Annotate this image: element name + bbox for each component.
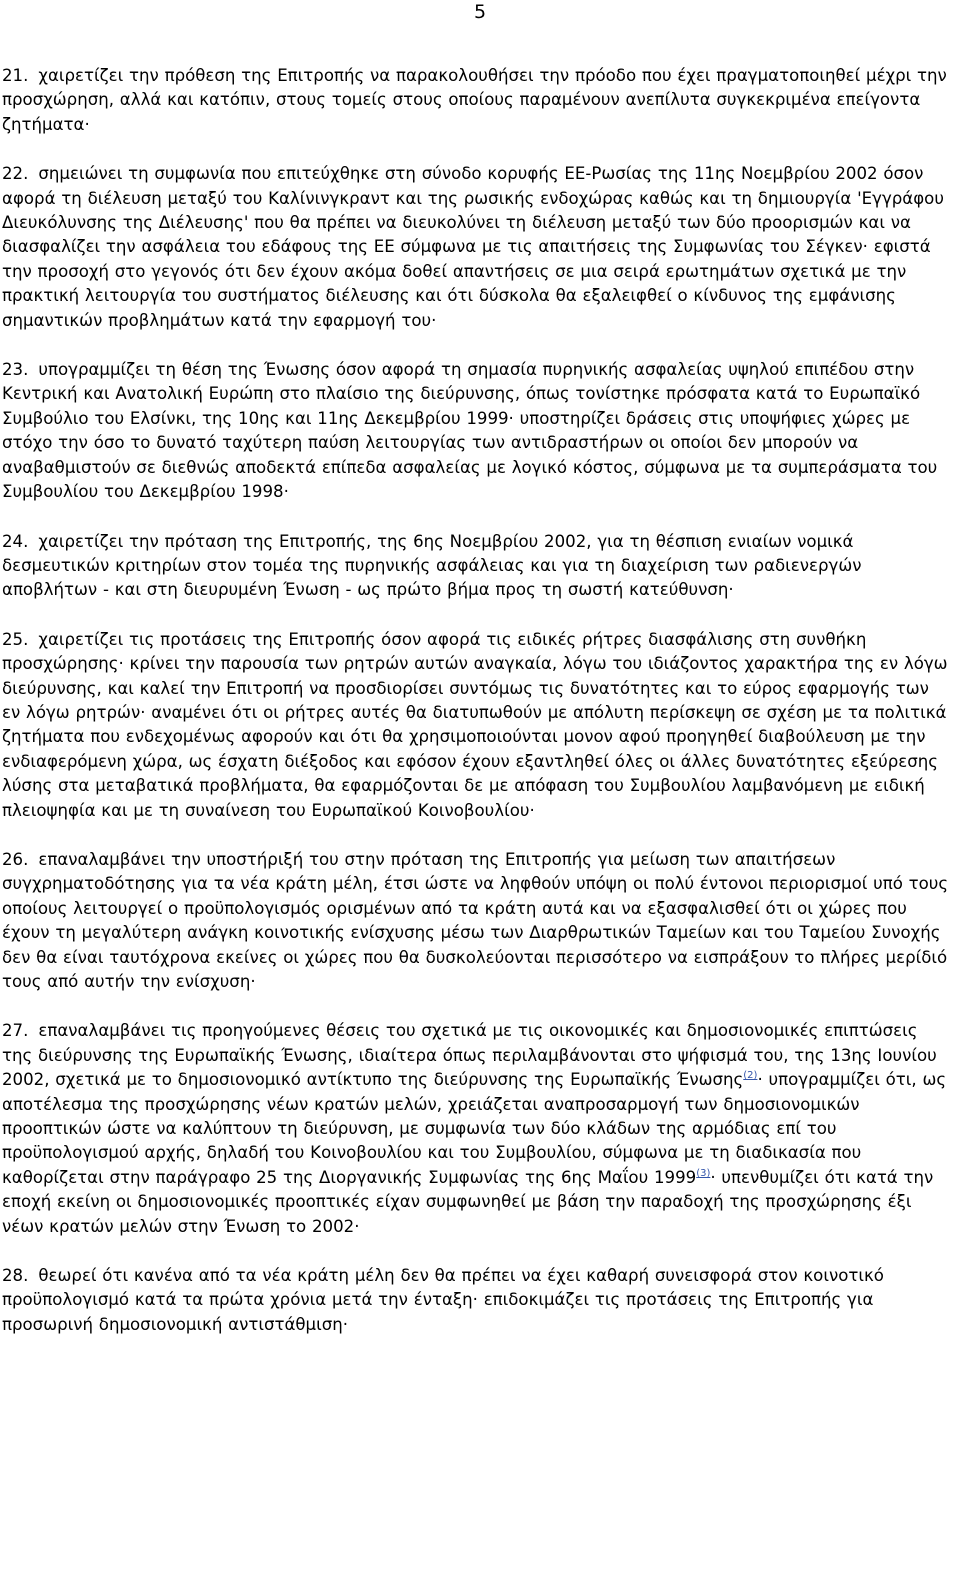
paragraph-28 [2,1264,950,1337]
paragraph-number: 22. [2,164,29,184]
paragraph-text-part-3: · υπενθυμίζει ότι κατά την εποχή εκείνη οι δημοσιονομικές προοπτικές είχαν συμφωνηθεί με βάση την παραδοχή της προσχώρησης έξι νέων κρατών μελών στην Ένωση το 2002· [2,1167,934,1236]
paragraph-text: χαιρετίζει την πρόταση της Επιτροπής, της 6ης Νοεμβρίου 2002, για τη θέσπιση ενιαίων νομικά δεσμευτικών κριτηρίων στον τομέα της πυρηνικής ασφάλειας και για τη διαχείριση των ραδιενεργών αποβλήτων - και στη διευρυμένη Ένωση - ως πρώτο βήμα προς τη σωστή κατεύθυνση· [2,531,862,600]
paragraph-24 [2,530,950,603]
paragraph-text: υπογραμμίζει τη θέση της Ένωσης όσον αφορά τη σημασία πυρηνικής ασφαλείας υψηλού επιπέδου στην Κεντρική και Ανατολική Ευρώπη στο πλαίσιο της διεύρυνσης, όπως τονίστηκε πρόσφατα κατά το Ευρωπαϊκό Συμβούλιο του Ελσίνκι, της 10ης και 11ης Δεκεμβρίου 1999· υποστηρίζει δράσεις στις υποψήφιες χώρες με στόχο την όσο το δυνατό ταχύτερη παύση λειτουργίας των αντιδραστήρων οι οποίοι δεν μπορούν να αναβαθμιστούν σε διεθνώς αποδεκτά επίπεδα ασφαλείας με λογικό κόστος, σύμφωνα με τα συμπεράσματα του Συμβουλίου του Δεκεμβρίου 1998· [2,360,938,502]
paragraph-number: 28. [2,1266,29,1286]
paragraph-text: επαναλαμβάνει την υποστήριξή του στην πρόταση της Επιτροπής για μείωση των απαιτήσεων συγχρηματοδότησης για τα νέα κράτη μέλη, έτσι ώστε να ληφθούν υπόψη οι πολύ έντονοι περιορισμοί υπό τους οποίους λειτουργεί ο προϋπολογισμός ορισμένων από τα κράτη αυτά και να εξασφαλισθεί ότι οι χώρες που έχουν τη μεγαλύτερη ανάγκη κοινοτικής ενίσχυσης μέσω των Διαρθρωτικών Ταμείων και του Ταμείου Συνοχής δεν θα είναι ταυτόχρονα εκείνες οι χώρες που θα δυσκολεύονται περισσότερο να εισπράξουν το πλήρες μερίδιό τους από αυτήν την ενίσχυση· [2,849,949,991]
paragraph-text-part-1: επαναλαμβάνει τις προηγούμενες θέσεις του σχετικά με τις οικονομικές και δημοσιονομικές επιπτώσεις της διεύρυνσης της Ευρωπαϊκής Ένωσης, ιδιαίτερα όπως περιλαμβάνονται στο ψήφισμά του, της 13ης Ιουνίου 2002, σχετικά με το δημοσιονομικό αντίκτυπο της διεύρυνσης της Ευρωπαϊκής Ένωσης [2,1021,937,1090]
paragraph-text: χαιρετίζει τις προτάσεις της Επιτροπής όσον αφορά τις ειδικές ρήτρες διασφάλισης στη συνθήκη προσχώρησης· κρίνει την παρουσία των ρητρών αυτών αναγκαία, λόγω του ιδιάζοντος χαρακτήρα της εν λόγω διεύρυνσης, και καλεί την Επιτροπή να προσδιορίσει συντόμως τις δυνατότητες και το εύρος εφαρμογής των εν λόγω ρητρών· αναμένει ότι οι ρήτρες αυτές θα διατυπωθούν με απόλυτη περίσκεψη σε σχέση με τα πολιτικά ζητήματα που ενδεχομένως αφορούν και ότι θα χρησιμοποιούνται μονον αφού προηγηθεί διαβούλευση με την ενδιαφερόμενη χώρα, ως έσχατη διέξοδος και εφόσον έχουν εξαντληθεί όλες οι άλλες δυνατότητες εξεύρεσης λύσης στα μεταβατικά προβλήματα, θα εφαρμόζονται δε με απόφαση του Συμβουλίου λαμβανόμενη με ειδική πλειοψηφία και με τη συναίνεση του Ευρωπαϊκού Κοινοβουλίου· [2,629,948,820]
paragraph-number: 27. [2,1021,29,1041]
footnote-link-3[interactable]: (3) [696,1167,711,1179]
paragraph-text-part-2: · υπογραμμίζει ότι, ως αποτέλεσμα της προσχώρησης νέων κρατών μελών, χρειάζεται αναπροσαρμογή των δημοσιονομικών προοπτικών ώστε να καλύπτουν τη διεύρυνση, με συμφωνία των δύο κλάδων της αρμόδιας επί του προϋπολογισμού αρχής, δηλαδή του Κοινοβουλίου και του Συμβουλίου, σύμφωνα με τη διαδικασία που καθορίζεται στην παράγραφο 25 της Διοργανικής Συμφωνίας της 6ης Μαΐου 1999 [2,1070,947,1187]
document-body [2,64,950,1362]
paragraph-number: 26. [2,849,29,869]
paragraph-number: 24. [2,531,29,551]
paragraph-text: θεωρεί ότι κανένα από τα νέα κράτη μέλη δεν θα πρέπει να έχει καθαρή συνεισφορά στον κοινοτικό προϋπολογισμό κατά τα πρώτα χρόνια μετά την ένταξη· επιδοκιμάζει τις προτάσεις της Επιτροπής για προσωρινή δημοσιονομική αντιστάθμιση· [2,1266,884,1334]
paragraph-26 [2,848,950,994]
paragraph-text: σημειώνει τη συμφωνία που επιτεύχθηκε στη σύνοδο κορυφής ΕΕ-Ρωσίας της 11ης Νοεμβρίου 2002 όσον αφορά τη διέλευση μεταξύ του Καλίνινγκραντ και της ρωσικής ενδοχώρας καθώς και τη δημιουργία 'Εγγράφου Διευκόλυνσης της Διέλευσης' που θα πρέπει να διευκολύνει τη διέλευση μεταξύ των δύο προορισμών και να διασφαλίζει την ασφάλεια του εδάφους της ΕΕ σύμφωνα με τις απαιτήσεις της Συμφωνίας του Σέγκεν· εφιστά την προσοχή στο γεγονός ότι δεν έχουν ακόμα δοθεί απαντήσεις σε μια σειρά ερωτημάτων σχετικά με την πρακτική λειτουργία του συστήματος διέλευσης και ότι δύσκολα θα εξαλειφθεί ο κίνδυνος της εμφάνισης σημαντικών προβλημάτων κατά την εφαρμογή του· [2,164,944,330]
paragraph-number: 25. [2,629,29,649]
footnote-link-2[interactable]: (2) [743,1070,758,1082]
paragraph-number: 23. [2,360,29,380]
paragraph-27 [2,1019,950,1239]
paragraph-21 [2,64,950,137]
paragraph-25 [2,628,950,823]
paragraph-22 [2,162,950,333]
paragraph-23 [2,358,950,504]
paragraph-text: χαιρετίζει την πρόθεση της Επιτροπής να παρακολουθήσει την πρόοδο που έχει πραγματοποιηθεί μέχρι την προσχώρηση, αλλά και κατόπιν, στους τομείς στους οποίους παραμένουν ανεπίλυτα συγκεκριμένα επείγοντα ζητήματα· [2,66,947,134]
paragraph-number: 21. [2,66,29,85]
page-number: 5 [473,1,487,23]
